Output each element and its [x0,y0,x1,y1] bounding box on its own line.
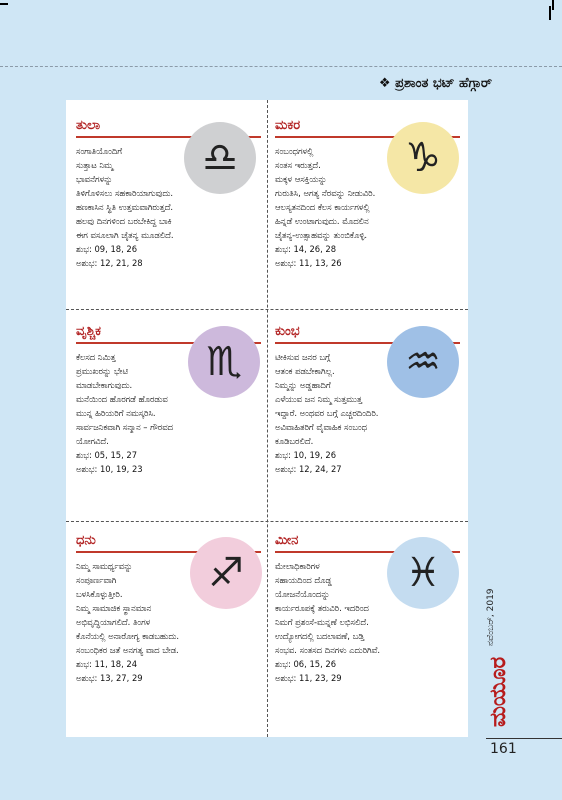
sign-title: ಮೀನ [275,533,299,548]
header-divider [0,66,562,67]
unlucky-dates: ಅಶುಭ: 11, 13, 26 [275,258,342,268]
unlucky-dates: ಅಶುಭ: 12, 24, 27 [275,464,342,474]
magazine-logo: ಮಯೂರ [486,656,511,728]
lucky-dates: ಶುಭ: 10, 19, 26 [275,450,337,460]
sign-title: ವೃಶ್ಚಿಕ [76,324,101,339]
crop-mark [0,3,8,5]
sign-card-tula [76,118,262,270]
horoscope-panel [66,100,468,737]
lucky-dates: ಶುಭ: 14, 26, 28 [275,244,337,254]
sign-title: ಮಕರ [275,118,301,133]
sign-title: ಕುಂಭ [275,324,300,339]
capricorn-crocodile-icon: ♑ [387,122,459,194]
sign-card-vrischika [76,324,262,476]
water-pot-icon: ♒ [387,326,459,398]
lucky-dates: ಶುಭ: 09, 18, 26 [76,244,138,254]
row-divider [66,309,468,310]
sign-title: ಧನು [76,533,96,548]
lucky-dates: ಶುಭ: 05, 15, 27 [76,450,138,460]
crop-mark [552,0,554,10]
row-divider [66,521,468,522]
sign-text: ಸಂಬಂಧಗಳಲ್ಲಿ ಸಂತಸ ಇರುತ್ತದೆ. ಮಕ್ಕಳ ಆಸಕ್ತಿಯನ್ನು ಗುರುತಿಸಿ, ಅಗತ್ಯ ನೆರವನ್ನು ನೀಡುವಿರಿ. ಆಲಸ್ಯತನದಿಂದ ಕೆಲಸ ಕಾರ್ಯಗಳಲ್ಲಿ ಹಿನ್ನಡೆ ಉಂಟಾಗುವುದು. ಮೊದಲಿನ ಚೈತನ್ಯ-ಉತ್ಸಾಹವನ್ನು ತುಂಬಿಕೊಳ್ಳಿ. [275,146,376,240]
archer-icon: ♐ [190,537,262,609]
sign-card-kumbha [275,324,461,476]
issue-date: ನವೆಂಬರ್, 2019 [486,588,496,646]
sign-text: ಮೇಲಾಧಿಕಾರಿಗಳ ಸಹಾಯದಿಂದ ದೊಡ್ಡ ಯೋಜನೆಯೊಂದನ್ನು ಕಾರ್ಯರೂಪಕ್ಕೆ ತರುವಿರಿ. ಇದರಿಂದ ನಿಮಗೆ ಪ್ರಶಂಸೆ-ಮನ್ನಣೆ ಲಭಿಸಲಿದೆ. ಉದ್ಯೋಗದಲ್ಲಿ ಬದಲಾವಣೆ, ಬಡ್ತಿ ಸಂಭವ. ಸಂತಸದ ದಿನಗಳು ಎದುರಿಗಿವೆ. [275,561,380,655]
unlucky-dates: ಅಶುಭ: 13, 27, 29 [76,673,143,683]
unlucky-dates: ಅಶುಭ: 12, 21, 28 [76,258,143,268]
crop-mark [549,6,551,20]
sign-card-dhanu [76,533,262,685]
unlucky-dates: ಅಶುಭ: 10, 19, 23 [76,464,143,474]
column-divider [267,100,268,737]
sign-card-meena [275,533,461,685]
author-byline: ❖ ಪ್ರಶಾಂತ ಭಟ್ ಹೆಗ್ಗಾರ್ [378,76,492,91]
sign-text: ಟೀಕಿಸುವ ಜನರ ಬಗ್ಗೆ ಆತಂಕ ಪಡಬೇಕಾಗಿಲ್ಲ. ನಿಮ್ಮನ್ನು ಅಡ್ಡಹಾದಿಗೆ ಎಳೆಯುವ ಜನ ನಿಮ್ಮ ಸುತ್ತಮುತ್ತ ಇದ್ದಾರೆ. ಅಂಥವರ ಬಗ್ಗೆ ಎಚ್ಚರದಿಂದಿರಿ. ಅವಿವಾಹಿತರಿಗೆ ವೈವಾಹಿಕ ಸಂಬಂಧ ಕೂಡಿಬರಲಿದೆ. [275,352,379,446]
scorpion-icon: ♏ [188,326,260,398]
libra-scales-icon: ♎ [184,122,256,194]
page-number: 161 [490,741,517,757]
unlucky-dates: ಅಶುಭ: 11, 23, 29 [275,673,342,683]
lucky-dates: ಶುಭ: 06, 15, 26 [275,659,337,669]
sign-text: ಸಂಗಾತಿಯೊಂದಿಗೆ ಸುತ್ತಾಟ ನಿಮ್ಮ ಭಾವನೆಗಳನ್ನು ತಿಳಿಗೊಳಿಸಲು ಸಹಕಾರಿಯಾಗುವುದು. ಹಣಕಾಸಿನ ಸ್ಥಿತಿ ಉತ್ತಮವಾಗಿರುತ್ತದೆ. ಹಲವು ದಿನಗಳಿಂದ ಬರಬೇಕಿದ್ದ ಬಾಕಿ ಈಗ ವಸೂಲಾಗಿ ಚೈತನ್ಯ ಮೂಡಲಿದೆ. [76,146,174,240]
sign-card-makara [275,118,461,270]
sign-text: ಕೆಲಸದ ನಿಮಿತ್ತ ಪ್ರಮುಖರನ್ನು ಭೇಟಿ ಮಾಡಬೇಕಾಗುವುದು. ಮನೆಯಿಂದ ಹೊರಗಡೆ ಹೊರಡುವ ಮುನ್ನ ಹಿರಿಯರಿಗೆ ನಮಸ್ಕರಿಸಿ. ಸಾರ್ವಜನಿಕವಾಗಿ ಸನ್ಮಾನ – ಗೌರವದ ಯೋಗವಿದೆ. [76,352,173,446]
twin-fish-icon: ♓ [387,537,459,609]
sign-title: ತುಲಾ [76,118,101,133]
footer-rule [486,738,562,739]
lucky-dates: ಶುಭ: 11, 18, 24 [76,659,138,669]
sign-text: ನಿಮ್ಮ ಸಾಮರ್ಥ್ಯವನ್ನು ಸಂಪೂರ್ಣವಾಗಿ ಬಳಸಿಕೊಳ್ಳುತ್ತೀರಿ. ನಿಮ್ಮ ಸಾಮಾಜಿಕ ಸ್ಥಾನಮಾನ ಅಭಿವೃದ್ಧಿಯಾಗಲಿದೆ. ತಿಂಗಳ ಕೊನೆಯಲ್ಲಿ ಅನಾರೋಗ್ಯ ಕಾಡಬಹುದು. ಸಂಬಂಧಿಕರ ಜತೆ ಅನಗತ್ಯ ವಾದ ಬೇಡ. [76,561,180,655]
